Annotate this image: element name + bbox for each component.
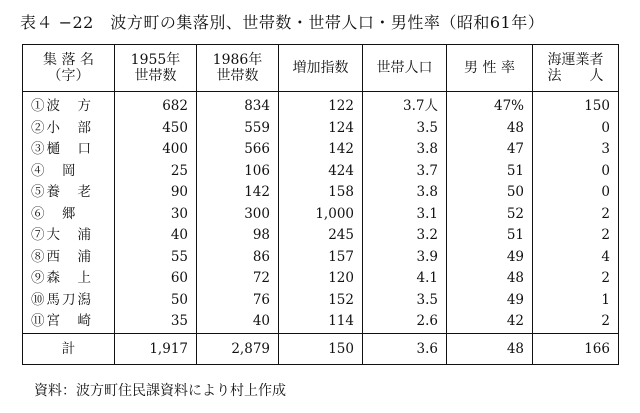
cell-h1955: 55 (115, 247, 197, 269)
cell-household-pop: 3.5 (363, 290, 447, 312)
cell-increase: 152 (279, 290, 363, 312)
cell-name: ⑨森 上 (23, 268, 115, 290)
total-household-pop: 3.6 (363, 333, 447, 364)
cell-h1955: 60 (115, 268, 197, 290)
cell-household-pop: 3.8 (363, 139, 447, 161)
cell-h1955: 400 (115, 139, 197, 161)
header-households-1955-line2: 世帯数 (134, 68, 177, 84)
header-households-1986 (197, 45, 279, 92)
cell-corporations: 1 (533, 290, 619, 312)
table-row (23, 92, 619, 118)
cell-increase: 114 (279, 311, 363, 333)
cell-name: ③樋 口 (23, 139, 115, 161)
cell-household-pop: 3.5 (363, 118, 447, 140)
cell-corporations: 0 (533, 182, 619, 204)
cell-h1955: 90 (115, 182, 197, 204)
source-note: 資料：波方町住民課資料により村上作成 (34, 383, 286, 399)
header-households-1955 (115, 45, 197, 92)
cell-household-pop: 3.9 (363, 247, 447, 269)
total-corporations: 166 (533, 333, 619, 364)
cell-increase: 142 (279, 139, 363, 161)
cell-corporations: 2 (533, 225, 619, 247)
header-shipping-corporations (533, 45, 619, 92)
cell-increase: 122 (279, 92, 363, 118)
cell-h1986: 72 (197, 268, 279, 290)
header-increase-index: 増加指数 (279, 45, 363, 92)
cell-male-ratio: 51 (447, 225, 533, 247)
cell-h1955: 682 (115, 92, 197, 118)
cell-name: ①波 方 (23, 92, 115, 118)
header-settlement-name-line2: （字） (47, 68, 90, 84)
table-row (23, 204, 619, 226)
cell-h1986: 559 (197, 118, 279, 140)
cell-h1955: 25 (115, 161, 197, 183)
header-households-1986-line2: 世帯数 (216, 68, 259, 84)
cell-corporations: 3 (533, 139, 619, 161)
header-male-ratio: 男 性 率 (447, 45, 533, 92)
cell-male-ratio: 52 (447, 204, 533, 226)
cell-name: ⑥ 郷 (23, 204, 115, 226)
cell-increase: 424 (279, 161, 363, 183)
header-row (23, 45, 619, 92)
header-settlement-name-line1: 集 落 名 (43, 52, 94, 68)
table-row (23, 225, 619, 247)
header-settlement-name (23, 45, 115, 92)
cell-increase: 245 (279, 225, 363, 247)
settlement-table (22, 44, 619, 365)
table-row (23, 311, 619, 333)
cell-h1986: 834 (197, 92, 279, 118)
cell-corporations: 150 (533, 92, 619, 118)
total-increase: 150 (279, 333, 363, 364)
table-row (23, 139, 619, 161)
cell-household-pop: 3.1 (363, 204, 447, 226)
table-row (23, 268, 619, 290)
cell-male-ratio: 47 (447, 139, 533, 161)
table-row (23, 290, 619, 312)
total-row (23, 333, 619, 364)
cell-name: ④ 岡 (23, 161, 115, 183)
total-h1955: 1,917 (115, 333, 197, 364)
cell-household-pop: 3.7人 (363, 92, 447, 118)
cell-male-ratio: 49 (447, 290, 533, 312)
cell-household-pop: 2.6 (363, 311, 447, 333)
cell-h1986: 76 (197, 290, 279, 312)
header-household-population: 世帯人口 (363, 45, 447, 92)
cell-increase: 120 (279, 268, 363, 290)
table-row (23, 182, 619, 204)
table-title: 表４ −22 波方町の集落別、世帯数・世帯人口・男性率（昭和61年） (20, 13, 545, 32)
cell-h1955: 450 (115, 118, 197, 140)
cell-corporations: 0 (533, 161, 619, 183)
header-households-1986-line1: 1986年 (212, 52, 263, 68)
cell-male-ratio: 48 (447, 118, 533, 140)
cell-increase: 158 (279, 182, 363, 204)
cell-h1986: 40 (197, 311, 279, 333)
table-row (23, 118, 619, 140)
cell-h1955: 40 (115, 225, 197, 247)
cell-h1986: 566 (197, 139, 279, 161)
cell-increase: 124 (279, 118, 363, 140)
header-shipping-corporations-line2: 法 人 (547, 68, 604, 84)
cell-h1986: 86 (197, 247, 279, 269)
cell-corporations: 0 (533, 118, 619, 140)
table-row (23, 247, 619, 269)
cell-increase: 1,000 (279, 204, 363, 226)
cell-corporations: 2 (533, 204, 619, 226)
cell-name: ②小 部 (23, 118, 115, 140)
cell-corporations: 2 (533, 268, 619, 290)
cell-name: ⑦大 浦 (23, 225, 115, 247)
cell-household-pop: 3.7 (363, 161, 447, 183)
cell-name: ⑩馬刀潟 (23, 290, 115, 312)
cell-male-ratio: 42 (447, 311, 533, 333)
cell-name: ⑧西 浦 (23, 247, 115, 269)
cell-household-pop: 3.2 (363, 225, 447, 247)
cell-male-ratio: 47% (447, 92, 533, 118)
table-row (23, 161, 619, 183)
cell-male-ratio: 48 (447, 268, 533, 290)
cell-h1986: 98 (197, 225, 279, 247)
header-shipping-corporations-line1: 海運業者 (547, 52, 604, 68)
total-label: 計 (23, 333, 115, 364)
cell-increase: 157 (279, 247, 363, 269)
cell-corporations: 4 (533, 247, 619, 269)
cell-male-ratio: 50 (447, 182, 533, 204)
cell-h1955: 30 (115, 204, 197, 226)
cell-male-ratio: 49 (447, 247, 533, 269)
cell-h1986: 300 (197, 204, 279, 226)
cell-household-pop: 3.8 (363, 182, 447, 204)
cell-name: ⑪宮 崎 (23, 311, 115, 333)
cell-household-pop: 4.1 (363, 268, 447, 290)
cell-h1986: 106 (197, 161, 279, 183)
total-h1986: 2,879 (197, 333, 279, 364)
cell-male-ratio: 51 (447, 161, 533, 183)
cell-corporations: 2 (533, 311, 619, 333)
cell-h1986: 142 (197, 182, 279, 204)
cell-h1955: 50 (115, 290, 197, 312)
header-households-1955-line1: 1955年 (130, 52, 181, 68)
cell-h1955: 35 (115, 311, 197, 333)
cell-name: ⑤養 老 (23, 182, 115, 204)
total-male-ratio: 48 (447, 333, 533, 364)
